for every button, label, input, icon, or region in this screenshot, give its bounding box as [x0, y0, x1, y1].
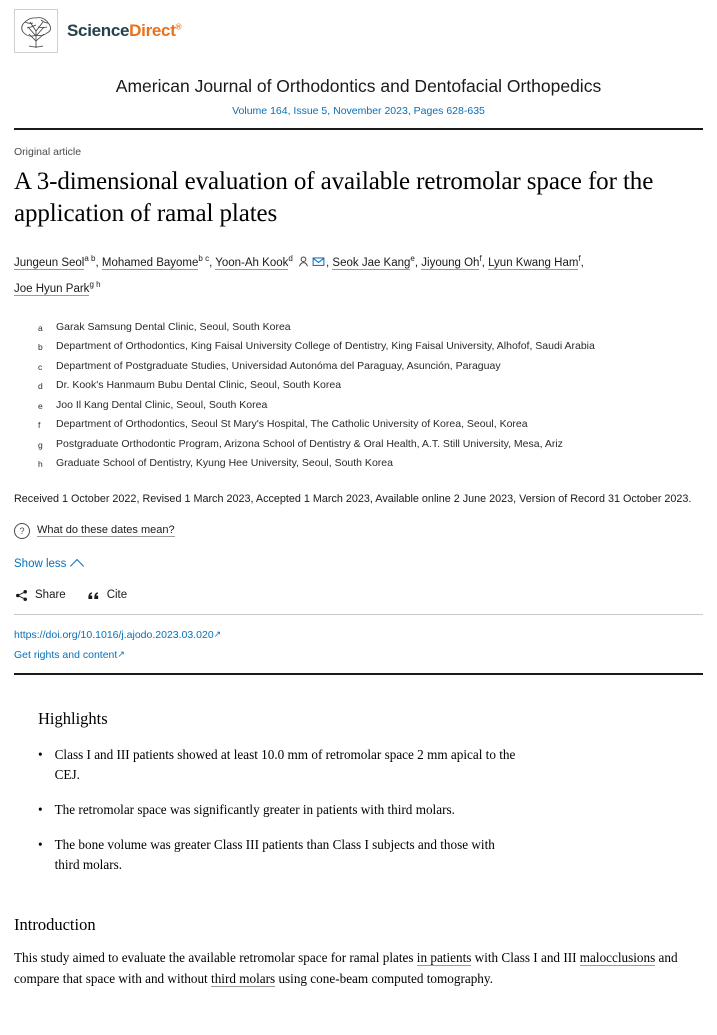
list-item: [38, 835, 518, 875]
affiliation-text: Postgraduate Orthodontic Program, Arizona School of Dentistry & Oral Health, A.T. Still University, Mesa, Ariz: [56, 437, 563, 450]
list-item: [38, 800, 518, 820]
site-header: [0, 0, 717, 62]
journal-block: [0, 74, 717, 117]
publication-dates: Received 1 October 2022, Revised 1 March 2023, Accepted 1 March 2023, Available online 2 June 2023, Version of Record 31 October 2023.: [14, 492, 692, 505]
highlight-text: The bone volume was greater Class III patients than Class I subjects and those with third molars.: [54, 836, 495, 872]
intro-link-third-molars[interactable]: third molars: [211, 970, 276, 986]
brand-registered-mark: ®: [175, 22, 182, 32]
bullet-icon: •: [38, 746, 43, 762]
question-circle-icon: ?: [14, 523, 30, 539]
author-name[interactable]: Mohamed Bayome: [101, 256, 199, 269]
doi-link-row: [14, 626, 703, 644]
share-icon: [15, 589, 28, 602]
affiliation-item: [38, 415, 703, 435]
divider-highlights: [14, 673, 703, 675]
author-separator: ,: [481, 256, 489, 269]
show-less-button[interactable]: [14, 558, 703, 571]
affiliation-item: [38, 454, 703, 474]
affiliation-item: [38, 337, 703, 357]
author-entry: [101, 254, 216, 269]
envelope-icon[interactable]: [312, 255, 325, 268]
author-entry: [421, 254, 489, 269]
doi-link[interactable]: https://doi.org/10.1016/j.ajodo.2023.03.020: [14, 628, 214, 641]
author-entry: Lyun Kwang Ham$^f$,: [488, 254, 584, 269]
affiliation-key: e: [38, 400, 43, 411]
author-affil-marker: b c: [198, 254, 210, 263]
brand-direct: Direct: [129, 21, 176, 40]
author-name[interactable]: Jiyoung Oh: [421, 256, 480, 269]
author-entry: , Seok Jae Kang$^e$,: [326, 254, 422, 269]
affiliation-key: b: [38, 342, 43, 353]
author-affil-marker: g h: [89, 279, 101, 289]
affiliation-key: h: [38, 459, 43, 470]
person-icon[interactable]: [297, 255, 310, 268]
list-item: [38, 745, 518, 785]
dates-help[interactable]: [14, 523, 703, 539]
author-entry: [14, 254, 102, 269]
author-separator: ,: [95, 256, 102, 269]
author-affil-marker: f: [479, 254, 482, 263]
author-name[interactable]: Jungeun Seol: [14, 256, 85, 269]
sciencedirect-logo[interactable]: [14, 9, 181, 53]
bullet-icon: •: [38, 836, 43, 852]
highlights-heading: Highlights: [38, 708, 108, 728]
affiliation-key: d: [38, 381, 43, 392]
affiliation-item: [38, 376, 703, 396]
cite-button[interactable]: [86, 589, 127, 602]
rights-link-row: [14, 646, 703, 664]
intro-link-in-patients[interactable]: in patients: [416, 949, 472, 965]
affiliation-key: g: [38, 439, 43, 450]
affiliation-text: Department of Orthodontics, Seoul St Mary's Hospital, The Catholic University of Korea, Seoul, Korea: [56, 418, 528, 431]
share-button[interactable]: [14, 589, 66, 602]
divider-actions: [14, 614, 703, 615]
cite-label: Cite: [106, 589, 128, 602]
divider-top: [14, 128, 703, 130]
introduction-heading: Introduction: [14, 914, 96, 934]
author-entry: [215, 254, 293, 269]
external-link-icon: ↗: [213, 628, 222, 639]
affiliation-text: Joo Il Kang Dental Clinic, Seoul, South Korea: [56, 398, 268, 411]
affiliation-list: [38, 318, 703, 474]
intro-text-4: using cone-beam computed tomography.: [275, 970, 493, 986]
author-list: [14, 248, 703, 300]
highlight-text: Class I and III patients showed at least 10.0 mm of retromolar space 2 mm apical to the CEJ.: [54, 746, 516, 782]
chevron-up-icon: [70, 559, 84, 573]
quote-icon: [87, 589, 100, 602]
intro-link-malocclusions[interactable]: malocclusions: [579, 949, 656, 965]
article-type: Original article: [14, 146, 82, 158]
author-affil-marker: e: [410, 254, 415, 263]
author-affil-marker: d: [288, 254, 293, 263]
bullet-icon: •: [38, 801, 43, 817]
intro-text-1: This study aimed to evaluate the available retromolar space for ramal plates: [14, 949, 417, 965]
highlight-text: The retromolar space was significantly greater in patients with third molars.: [54, 801, 455, 817]
affiliation-key: f: [38, 420, 41, 431]
external-link-icon: ↗: [117, 648, 125, 659]
affiliation-text: Dr. Kook's Hanmaum Bubu Dental Clinic, Seoul, South Korea: [56, 379, 342, 392]
affiliation-item: [38, 357, 703, 377]
share-label: Share: [35, 589, 66, 602]
introduction-section: [0, 915, 717, 989]
elsevier-tree-logo: [14, 9, 58, 53]
author-separator: ,: [209, 256, 216, 269]
highlights-section: [38, 709, 717, 875]
affiliation-item: [38, 318, 703, 338]
author-name[interactable]: Lyun Kwang Ham: [488, 256, 579, 269]
brand-science: Science: [67, 21, 130, 40]
affiliation-item: [38, 435, 703, 455]
intro-text-3: and compare that space with and without: [14, 949, 678, 986]
show-less-label: Show less: [14, 558, 67, 571]
author-name[interactable]: Yoon-Ah Kook: [215, 256, 289, 269]
sciencedirect-wordmark: [67, 21, 181, 41]
page-title: A 3-dimensional evaluation of available retromolar space for the application of ramal plates: [14, 168, 654, 227]
intro-text-2: with Class I and III: [471, 949, 580, 965]
rights-link[interactable]: Get rights and content: [14, 648, 118, 661]
affiliation-text: Department of Postgraduate Studies, Universidad Autonóma del Paraguay, Asunción, Paraguay: [56, 359, 501, 372]
affiliation-text: Garak Samsung Dental Clinic, Seoul, South Korea: [56, 320, 291, 333]
author-name[interactable]: Joe Hyun Park: [14, 282, 90, 295]
affiliation-item: [38, 396, 703, 416]
affiliation-key: a: [38, 322, 43, 333]
journal-title[interactable]: American Journal of Orthodontics and Dentofacial Orthopedics: [115, 76, 602, 96]
author-separator: ,: [414, 256, 422, 269]
article-actions: [14, 589, 703, 602]
introduction-paragraph: [14, 947, 703, 989]
author-entry: [14, 279, 101, 295]
affiliation-text: Graduate School of Dentistry, Kyung Hee University, Seoul, South Korea: [56, 457, 393, 470]
affiliation-text: Department of Orthodontics, King Faisal University College of Dentistry, King Faisal University, Alhofof, Saudi Arabia: [56, 340, 595, 353]
author-name[interactable]: Seok Jae Kang: [332, 256, 411, 269]
dates-help-label[interactable]: What do these dates mean?: [37, 524, 175, 537]
author-affil-marker: a b: [84, 254, 96, 263]
affiliation-key: c: [38, 361, 43, 372]
author-affil-marker: f: [578, 254, 581, 263]
article-content: [0, 146, 717, 664]
journal-issue[interactable]: Volume 164, Issue 5, November 2023, Pages 628-635: [232, 105, 485, 117]
